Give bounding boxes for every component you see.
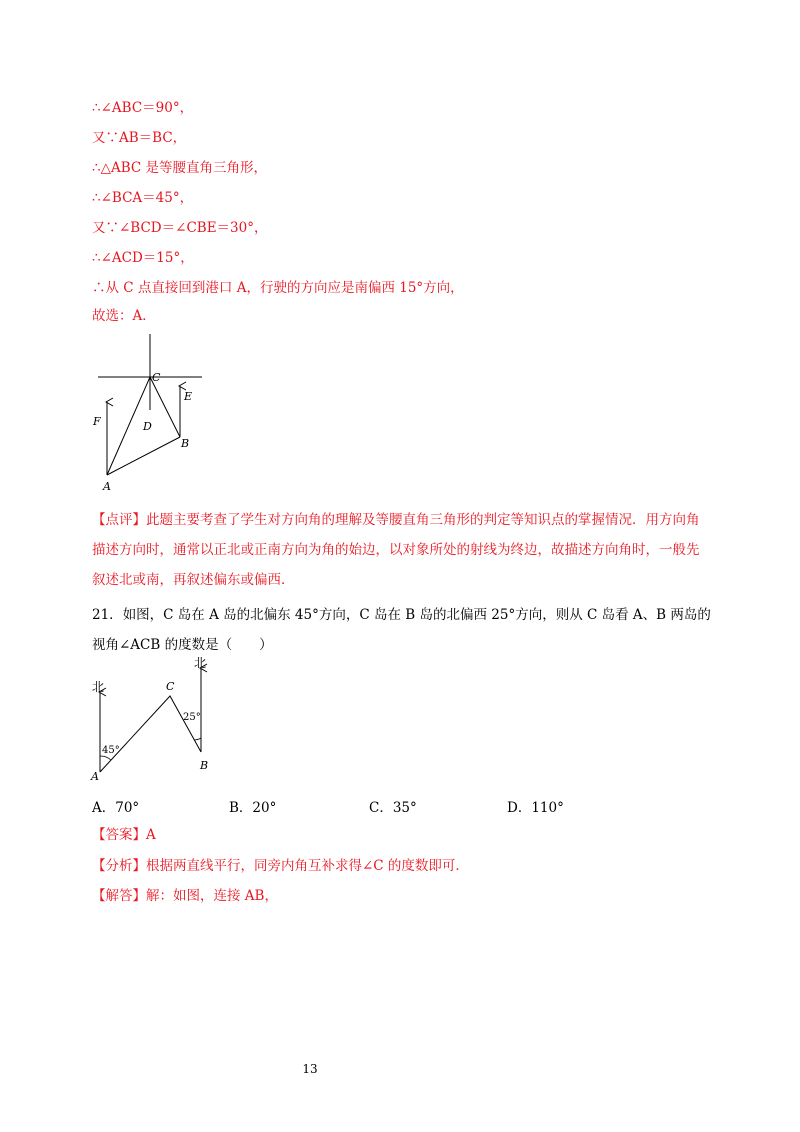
label-a: A [103, 480, 111, 493]
answer-line: 【答案】A [92, 827, 156, 843]
segment-cb [150, 377, 180, 437]
label-c: C [166, 680, 175, 693]
label-b: B [181, 437, 190, 450]
angle-arc-b [194, 738, 201, 740]
option-c-letter: C． [369, 800, 393, 816]
angle-label-45: 45° [102, 745, 120, 756]
option-a-value: 70° [115, 800, 140, 816]
option-b-value: 20° [252, 800, 277, 816]
north-label-left: 北 [92, 680, 105, 694]
option-a [92, 796, 139, 816]
solution-line-2: 又∵AB＝BC， [92, 130, 187, 146]
label-c: C [152, 371, 161, 384]
figure-2-diagram [86, 652, 226, 780]
option-c-value: 35° [392, 800, 417, 816]
label-f: F [93, 415, 101, 428]
option-d-letter: D． [507, 800, 532, 816]
solution-start-line: 【解答】解：如图，连接 AB， [92, 888, 278, 904]
label-a: A [91, 770, 99, 780]
solution-line-5: 又∵∠BCD＝∠CBE＝30°， [92, 220, 268, 236]
option-d-value: 110° [531, 800, 564, 816]
path-acb [100, 696, 201, 772]
option-b [229, 796, 276, 816]
solution-line-1: ∴∠ABC＝90°， [92, 100, 194, 116]
question-21 [92, 600, 724, 660]
comment-paragraph: 【点评】此题主要考查了学生对方向角的理解及等腰直角三角形的判定等知识点的掌握情况．用方向角描述方向时，通常以正北或正南方向为角的始边，以对象所处的射线为终边，故描述方向角时，一般先叙述北或南，再叙述偏东或偏西． [92, 512, 700, 588]
solution-line-3: ∴△ABC 是等腰直角三角形， [92, 160, 268, 176]
angle-arc-a [100, 756, 111, 760]
solution-line-4: ∴∠BCA＝45°， [92, 190, 194, 206]
segment-ab [107, 437, 180, 475]
question-text: 如图，C 岛在 A 岛的北偏东 45°方向，C 岛在 B 岛的北偏西 25°方向，则从 C 岛看 A、B 两岛的视角∠ACB 的度数是（ ） [92, 607, 711, 653]
solution-line-6: ∴∠ACD＝15°， [92, 250, 194, 266]
option-c [369, 796, 417, 816]
analysis-line: 【分析】根据两直线平行，同旁内角互补求得∠C 的度数即可． [92, 858, 469, 874]
page-number: 13 [302, 1062, 318, 1076]
north-label-right: 北 [194, 656, 207, 670]
option-a-letter: A． [92, 800, 116, 816]
label-e: E [184, 390, 193, 403]
figure-1-diagram [90, 330, 220, 495]
question-number: 21． [92, 607, 123, 623]
option-d [507, 796, 564, 816]
solution-line-7: ∴从 C 点直接回到港口 A，行驶的方向应是南偏西 15°方向， [92, 280, 464, 296]
choice-line: 故选：A． [92, 308, 156, 324]
angle-label-25: 25° [183, 712, 201, 723]
label-b: B [200, 759, 209, 772]
option-b-letter: B． [229, 800, 253, 816]
label-d: D [143, 420, 152, 433]
